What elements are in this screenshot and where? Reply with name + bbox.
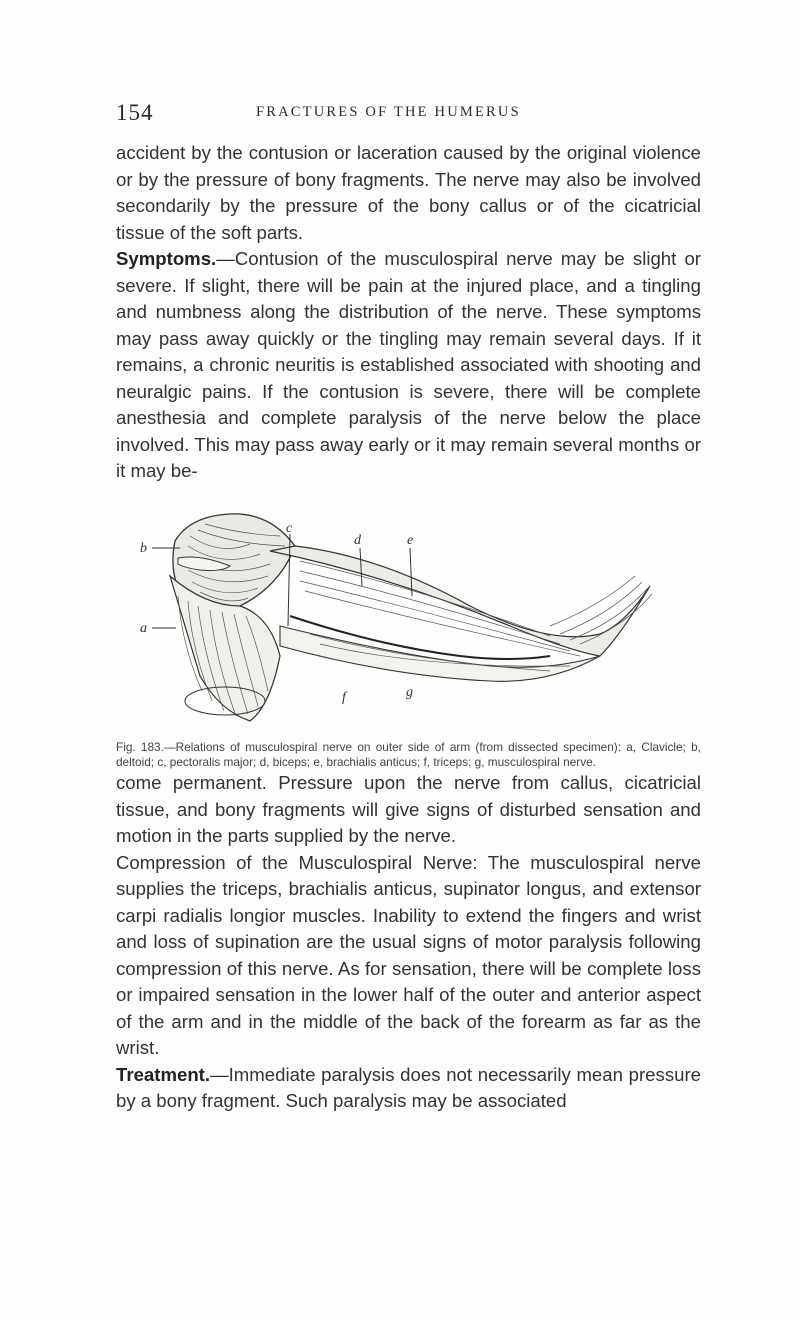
figure-arm-dissection: [130, 506, 690, 736]
label-c: c: [286, 521, 293, 536]
paragraph-permanent: come permanent. Pressure upon the nerve from callus, cicatricial tissue, and bony fragments will give signs of disturbed sensation and motion in the parts supplied by the nerve.: [116, 772, 701, 846]
label-f: f: [342, 690, 346, 705]
symptoms-heading: Symptoms.: [116, 248, 217, 269]
top-text-block: [116, 140, 701, 485]
label-a: a: [140, 621, 147, 636]
arm-illustration: [130, 506, 690, 736]
bottom-text-block: [116, 770, 701, 1115]
paragraph-treatment: [116, 1062, 701, 1115]
label-g: g: [406, 685, 413, 700]
paragraph-symptoms: [116, 246, 701, 485]
page-header: [116, 100, 701, 130]
label-e: e: [407, 533, 414, 548]
treatment-body: —Immediate paralysis does not necessarily mean pressure by a bony fragment. Such paralysis may be associated: [116, 1063, 701, 1111]
paragraph-continuation: accident by the contusion or laceration caused by the original violence or by the pressure of bony fragments. The nerve may also be involved secondarily by the pressure of the bony callus or of the cicatricial tissue of the soft parts.: [116, 142, 701, 243]
label-b: b: [140, 541, 147, 556]
page-number: 154: [116, 100, 154, 125]
figure-caption: Fig. 183.—Relations of musculospiral nerve on outer side of arm (from dissected specimen): a, Clavicle; b, deltoid; c, pectoralis major; d, biceps; e, brachialis anticus; f, triceps; g, musculospiral nerve.: [116, 740, 701, 769]
treatment-heading: Treatment.: [116, 1063, 211, 1085]
paragraph-compression: Compression of the Musculospiral Nerve: The musculospiral nerve supplies the triceps, brachialis anticus, supinator longus, and extensor carpi radialis longior muscles. Inability to extend the fingers and wrist and loss of supination are the usual signs of motor paralysis following compression of this nerve. As for sensation, there will be complete loss or impaired sensation in the lower half of the outer and anterior aspect of the arm and in the middle of the back of the forearm as far as the wrist.: [116, 851, 701, 1058]
symptoms-body: —Contusion of the musculospiral nerve may be slight or severe. If slight, there will be pain at the injured place, and a tingling and numbness along the distribution of the nerve. These symptoms may pass away quickly or the tingling may remain several days. If it remains, a chronic neuritis is established associated with shooting and neuralgic pains. If the contusion is severe, there will be complete anesthesia and complete paralysis of the nerve below the place involved. This may pass away early or it may remain several months or it may be-: [116, 248, 701, 481]
label-d: d: [354, 533, 361, 548]
running-head: FRACTURES OF THE HUMERUS: [256, 104, 521, 120]
